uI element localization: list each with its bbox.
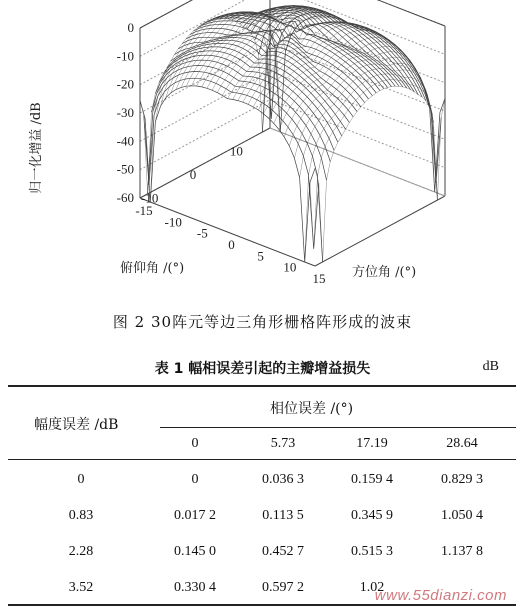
col-group-header: 相位误差 /(°) — [270, 401, 354, 417]
watermark: www.55dianzi.com — [374, 587, 507, 604]
z-tick-label: 0 — [127, 20, 134, 35]
value-cell: 0 — [191, 472, 199, 487]
col-header: 28.64 — [446, 436, 478, 451]
value-cell: 1.02 — [359, 580, 385, 595]
value-cell: 0.159 4 — [351, 472, 393, 487]
value-cell: 0.145 0 — [174, 544, 216, 559]
beam-surface — [140, 6, 445, 263]
plot-frame — [140, 0, 445, 266]
value-cell: 0.330 4 — [174, 580, 216, 595]
x-tick-label: -15 — [135, 203, 153, 218]
value-cell: 0.597 2 — [262, 580, 304, 595]
x-tick-label: 0 — [228, 237, 235, 252]
table-title: 表 1 幅相误差引起的主瓣增益损失 — [154, 361, 371, 377]
amp-cell: 3.52 — [68, 580, 94, 595]
x-tick-label: 15 — [312, 271, 326, 286]
amp-cell: 2.28 — [68, 544, 94, 559]
z-tick-label: -50 — [116, 161, 134, 177]
y-axis-ticks — [141, 144, 243, 206]
value-cell: 0.036 3 — [262, 472, 304, 487]
x-axis-label: 方位角 /(°) — [352, 265, 417, 280]
figure-caption: 图 2 30阵元等边三角形栅格阵形成的波束 — [112, 313, 413, 331]
amp-cell: 0.83 — [68, 508, 94, 523]
table-bottom-rule — [8, 604, 516, 606]
col-header: 5.73 — [270, 436, 296, 451]
value-cell: 1.137 8 — [441, 544, 483, 559]
value-cell: 0.515 3 — [351, 544, 393, 559]
x-tick-label: 10 — [283, 259, 297, 275]
table-top-rule — [8, 385, 516, 387]
y-tick-label: 0 — [189, 167, 197, 182]
z-axis-label: 归一化增益 /dB — [29, 102, 44, 194]
value-cell: 0.017 2 — [174, 508, 216, 523]
value-cell: 1.050 4 — [441, 508, 483, 523]
z-tick-label: -10 — [116, 48, 134, 64]
z-tick-label: -20 — [116, 76, 134, 92]
y-tick-label: 10 — [229, 143, 243, 159]
z-axis-ticks — [117, 20, 134, 205]
col-header: 17.19 — [356, 436, 388, 451]
amp-cell: 0 — [77, 472, 85, 487]
x-tick-label: 5 — [257, 248, 264, 264]
x-tick-label: -10 — [164, 214, 182, 230]
z-tick-label: -30 — [116, 105, 134, 120]
table-group-rule — [160, 427, 516, 428]
row-header: 幅度误差 /dB — [34, 417, 119, 433]
y-tick-label: -10 — [140, 190, 159, 206]
table-unit: dB — [482, 359, 499, 374]
value-cell: 0.452 7 — [262, 544, 304, 559]
beam-pattern-figure — [0, 0, 525, 300]
col-header: 0 — [191, 436, 199, 451]
z-tick-label: -60 — [116, 190, 134, 205]
x-tick-label: -5 — [196, 225, 208, 241]
value-cell: 0.113 5 — [262, 508, 304, 523]
value-cell: 0.345 9 — [351, 508, 393, 523]
y-axis-label: 俯仰角 /(°) — [120, 261, 185, 276]
z-tick-label: -40 — [116, 133, 134, 149]
value-cell: 0.829 3 — [441, 472, 483, 487]
table-header-rule — [8, 459, 516, 460]
